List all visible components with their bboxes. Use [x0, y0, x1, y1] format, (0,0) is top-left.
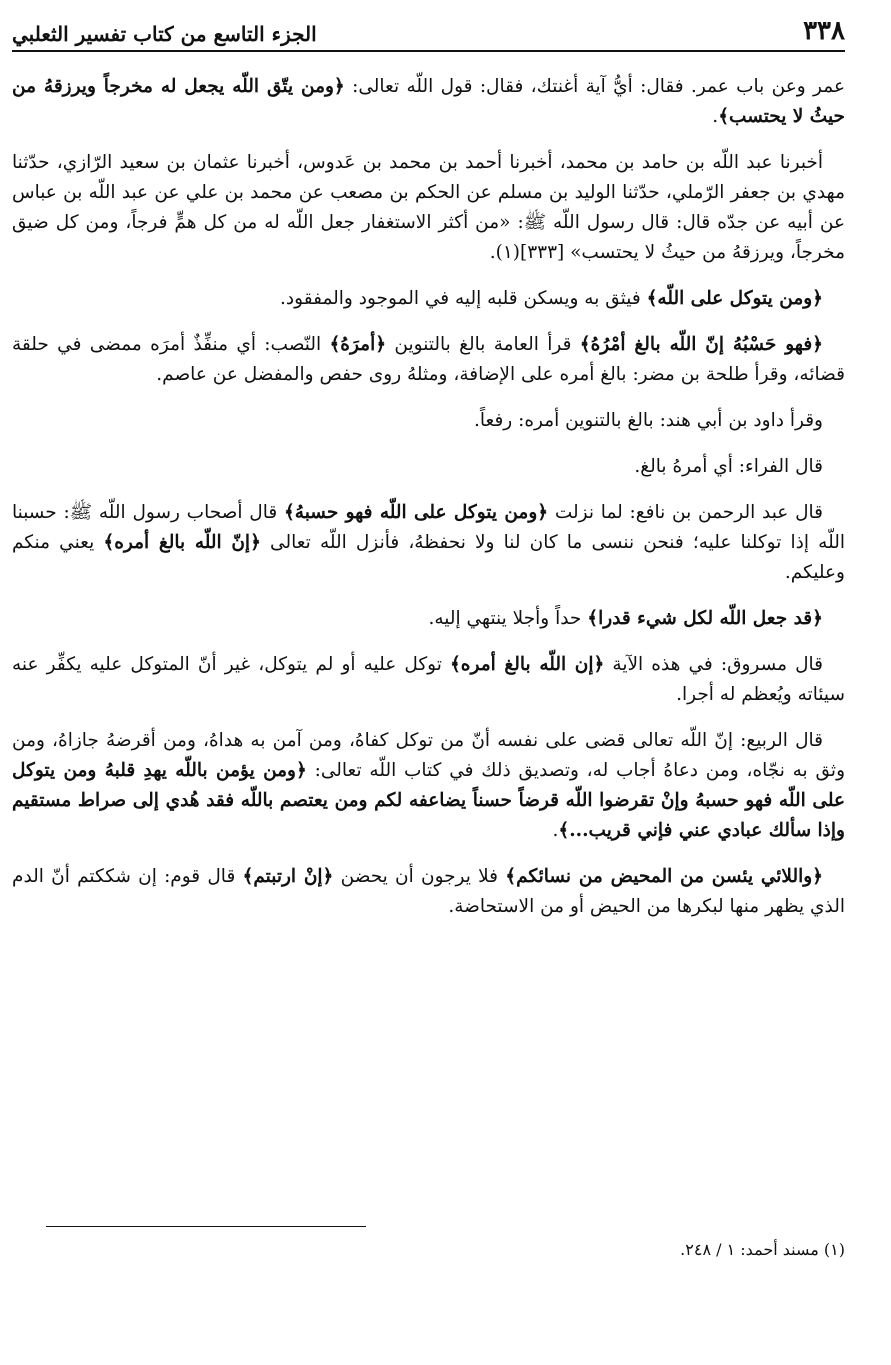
paragraph-text: قال عبد الرحمن بن نافع: لما نزلت — [548, 502, 824, 523]
paragraph — [12, 148, 845, 268]
paragraph — [12, 452, 845, 482]
paragraph-text: وقرأ داود بن أبي هند: بالغ بالتنوين أمره: رفعاً. — [474, 410, 823, 431]
quran-quote: ﴿قد جعل اللّه لكل شيء قدرا﴾ — [587, 608, 823, 629]
paragraph-text: يعني منكم وعليكم. — [12, 532, 845, 583]
quran-quote: ﴿ومن يتوكل على اللّه﴾ — [646, 288, 823, 309]
paragraph-text: قرأ العامة بالغ بالتنوين — [386, 334, 580, 355]
paragraph-text: قال الفراء: أي أمرهُ بالغ. — [634, 456, 823, 477]
quran-quote: ﴿إنْ ارتبتم﴾ — [242, 866, 334, 887]
footnote-rule — [46, 1226, 366, 1227]
paragraph — [12, 650, 845, 710]
paragraph-text: . — [712, 106, 719, 127]
quran-quote: ﴿ومن يؤمن باللّه يهدِ قلبهُ ومن يتوكل على اللّه فهو حسبهُ وإنْ تقرضوا اللّه قرضاً حسناً يضاعفه لكم ومن يعتصم باللّه فقد هُدي إلى صراط مستقيم وإذا سألك عبادي عني فإني قريب...﴾ — [12, 760, 845, 841]
paragraph-text: قال قوم: إن شككتم أنّ الدم الذي يظهر منها لبكرها من الحيض أو من الاستحاضة. — [12, 866, 845, 917]
paragraph-text: توكل عليه أو لم يتوكل، غير أنّ المتوكل عليه يكفِّر عنه سيئاته ويُعظم له أجرا. — [12, 654, 845, 705]
paragraph-text: حداً وأجلا ينتهي إليه. — [428, 608, 588, 629]
quran-quote: ﴿إنّ اللّه بالغ أمره﴾ — [103, 532, 261, 553]
footnote: (١) مسند أحمد: ١ / ٢٤٨. — [680, 1240, 845, 1259]
paragraph — [12, 862, 845, 922]
page-header — [12, 6, 845, 52]
paragraph — [12, 726, 845, 846]
paragraph — [12, 330, 845, 390]
quran-quote: ﴿إن اللّه بالغ أمره﴾ — [449, 654, 605, 675]
quran-quote: ﴿أمرَهُ﴾ — [329, 334, 387, 355]
page-number: ٣٣٨ — [803, 16, 845, 46]
paragraph-text: قال الربيع: إنّ اللّه تعالى قضى على نفسه أنّ من توكل كفاهُ، ومن آمن به هداهُ، ومن أقرضهُ جازاهُ، ومن وثق به نجّاه، ومن دعاهُ أجاب له، وتصديق ذلك في كتاب اللّه تعالى: — [12, 730, 845, 781]
page-body — [12, 72, 845, 938]
paragraph-text: . — [552, 820, 559, 841]
paragraph — [12, 498, 845, 588]
quran-quote: ﴿ومن يتّق اللّه يجعل له مخرجاً ويرزقهُ من حيثُ لا يحتسب﴾ — [12, 76, 845, 127]
paragraph-text: قال أصحاب رسول اللّه ﷺ: حسبنا اللّه إذا توكلنا عليه؛ فنحن ننسى ما كان لنا ولا نحفظهُ، فأنزل اللّه تعالى — [12, 502, 845, 553]
quran-quote: ﴿ومن يتوكل على اللّه فهو حسبهُ﴾ — [283, 502, 549, 523]
paragraph — [12, 406, 845, 436]
paragraph — [12, 284, 845, 314]
running-title: الجزء التاسع من كتاب تفسير الثعلبي — [12, 22, 317, 46]
paragraph-text: فيثق به ويسكن قلبه إليه في الموجود والمفقود. — [280, 288, 647, 309]
paragraph-text: عمر وعن باب عمر. فقال: أيُّ آية أغنتك، فقال: قول اللّه تعالى: — [344, 76, 845, 97]
paragraph-text: قال مسروق: في هذه الآية — [604, 654, 824, 675]
paragraph-text: أخبرنا عبد اللّه بن حامد بن محمد، أخبرنا أحمد بن محمد بن عَدوس، أخبرنا عثمان بن سعيد الرّازي، حدّثنا مهدي بن جعفر الرّملي، حدّثنا الوليد بن مسلم عن الحكم بن مصعب عن محمد بن علي عن عبد اللّه بن عباس عن أبيه عن جدّه قال: قال رسول اللّه ﷺ: «من أكثر الاستغفار جعل اللّه له من كل همٍّ فرجاً، ومن كل ضيق مخرجاً، ويرزقهُ من حيثُ لا يحتسب» [٣٣٣](١). — [12, 152, 845, 263]
paragraph-text: النّصب: أي منفِّذٌ أمرَه ممضى في حلقة قضائه، وقرأ طلحة بن مضر: بالغ أمره على الإضافة، ومثلهُ روى حفص والمفضل عن عاصم. — [12, 334, 845, 385]
quran-quote: ﴿واللائي يئسن من المحيض من نسائكم﴾ — [505, 866, 824, 887]
paragraph — [12, 604, 845, 634]
paragraph-text: فلا يرجون أن يحضن — [333, 866, 506, 887]
quran-quote: ﴿فهو حَسْبُهُ إنّ اللّه بالغ أمْرُهُ﴾ — [579, 334, 824, 355]
paragraph — [12, 72, 845, 132]
